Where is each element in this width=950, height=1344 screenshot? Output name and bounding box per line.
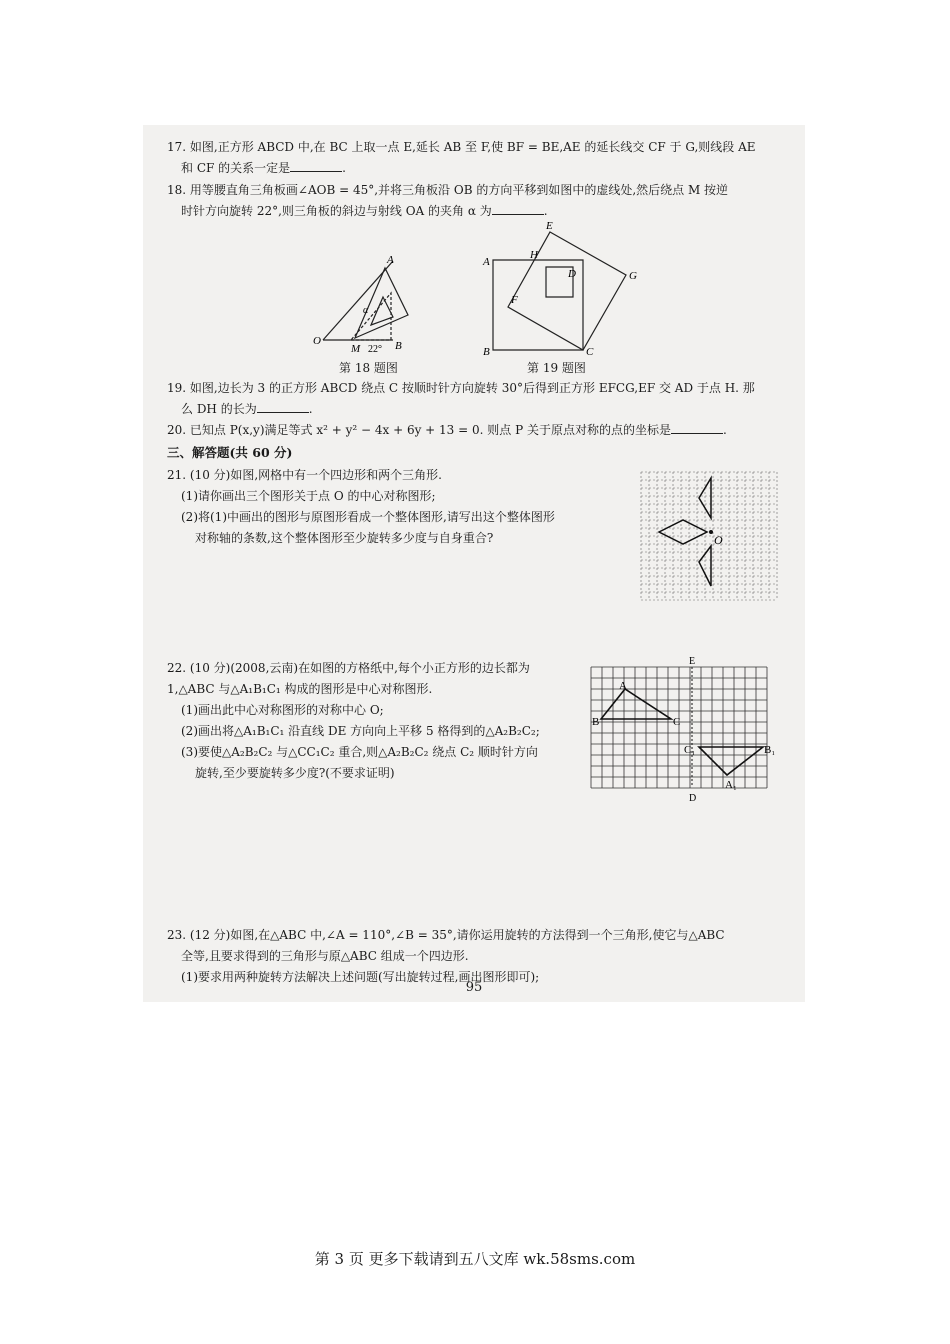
fig18-label-M: M — [351, 343, 361, 353]
q21-line2: (1)请你画出三个图形关于点 O 的中心对称图形; — [181, 489, 436, 503]
q21-line1: 21. (10 分)如图,网格中有一个四边形和两个三角形. — [167, 468, 442, 482]
fig18-label-A: A — [387, 254, 394, 266]
q22-line4: (2)画出将△A₁B₁C₁ 沿直线 DE 方向向上平移 5 格得到的△A₂B₂C₂; — [181, 724, 540, 738]
q23-line2: 全等,且要求得到的三角形与原△ABC 组成一个四边形. — [181, 949, 469, 963]
q22-line1: 22. (10 分)(2008,云南)在如图的方格纸中,每个小正方形的边长都为 — [167, 661, 530, 675]
q17-line2: 和 CF 的关系一定是 — [181, 161, 291, 175]
question-18: 18. 用等腰直角三角板画∠AOB = 45°,并将三角板沿 OB 的方向平移到如图中的虚线处,然后绕点 M 按逆 时针方向旋转 22°,则三角板的斜边与射线 OA 的夹角 α 为 . — [167, 180, 779, 222]
fig19-label-G: G — [629, 270, 637, 282]
q22-line6: 旋转,至少要旋转多少度?(不要求证明) — [195, 766, 395, 780]
fig22-label-B: B — [592, 716, 600, 728]
fig22-label-C: C — [673, 716, 681, 728]
q22-line5: (3)要使△A₂B₂C₂ 与△CC₁C₂ 重合,则△A₂B₂C₂ 绕点 C₂ 顺时针方向 — [181, 745, 538, 759]
fig19-label-B: B — [483, 346, 490, 357]
figure-19 — [478, 217, 638, 357]
q19-line1: 19. 如图,边长为 3 的正方形 ABCD 绕点 C 按顺时针方向旋转 30°后得到正方形 EFCG,EF 交 AD 于点 H. 那 — [167, 381, 755, 395]
page-number: 95 — [465, 980, 483, 995]
fig18-caption: 第 18 题图 — [339, 361, 398, 375]
fig22-label-A1: A₁ — [725, 779, 737, 791]
fig19-label-C: C — [586, 346, 594, 357]
answer-blank-18[interactable] — [492, 202, 544, 215]
q18-line1: 18. 用等腰直角三角板画∠AOB = 45°,并将三角板沿 OB 的方向平移到如图中的虚线处,然后绕点 M 按逆 — [167, 183, 729, 197]
section-title: 三、解答题(共 60 分) — [167, 445, 293, 460]
quadrilateral — [659, 520, 707, 544]
q21-line4: 对称轴的条数,这个整体图形至少旋转多少度与自身重合? — [195, 531, 494, 545]
question-17: 17. 如图,正方形 ABCD 中,在 BC 上取一点 E,延长 AB 至 F,使 BF = BE,AE 的延长线交 CF 于 G,则线段 AE 和 CF 的关系一定是 . — [167, 137, 779, 179]
q23-line3: (1)要求用两种旋转方法解决上述问题(写出旋转过程,画出图形即可); — [181, 970, 540, 984]
question-23 — [167, 925, 779, 988]
q22-line2: 1,△ABC 与△A₁B₁C₁ 构成的图形是中心对称图形. — [167, 682, 433, 696]
q23-line1: 23. (12 分)如图,在△ABC 中,∠A = 110°,∠B = 35°,请你运用旋转的方法得到一个三角形,使它与△ABC — [167, 928, 725, 942]
fig19-label-E: E — [546, 220, 553, 232]
figure-22-grid — [589, 655, 785, 805]
q19-line2: 么 DH 的长为 — [181, 402, 257, 416]
q22-line3: (1)画出此中心对称图形的对称中心 O; — [181, 703, 384, 717]
page-footer: 第 3 页 更多下载请到五八文库 wk.58sms.com — [314, 1250, 636, 1268]
q20-line1: 20. 已知点 P(x,y)满足等式 x² + y² − 4x + 6y + 13 = 0. 则点 P 关于原点对称的点的坐标是 — [167, 423, 671, 437]
scanned-page — [143, 125, 805, 1002]
answer-blank-19[interactable] — [257, 400, 309, 413]
question-22 — [167, 658, 587, 784]
triangle-ABC — [601, 689, 671, 719]
fig19-caption: 第 19 题图 — [527, 361, 586, 375]
fig21-label-O: O — [714, 533, 723, 547]
q18-line2: 时针方向旋转 22°,则三角板的斜边与射线 OA 的夹角 α 为 — [181, 204, 492, 218]
question-21 — [167, 465, 637, 549]
fig18-label-alpha: α — [363, 305, 369, 316]
fig18-label-O: O — [313, 335, 321, 347]
q17-line1: 17. 如图,正方形 ABCD 中,在 BC 上取一点 E,延长 AB 至 F,使 BF = BE,AE 的延长线交 CF 于 G,则线段 AE — [167, 140, 756, 154]
fig22-label-D: D — [689, 793, 697, 804]
figure-21-grid — [639, 470, 779, 606]
fig19-label-D: D — [568, 268, 576, 280]
inner-triangle — [371, 297, 393, 325]
fig22-label-E: E — [689, 656, 696, 667]
fig22-label-A: A — [619, 680, 627, 692]
fig19-label-F: F — [511, 294, 518, 306]
square-EFCG — [508, 232, 626, 350]
fig19-label-H: H — [530, 249, 538, 261]
point-O — [709, 530, 713, 534]
question-19: 19. 如图,边长为 3 的正方形 ABCD 绕点 C 按顺时针方向旋转 30°后得到正方形 EFCG,EF 交 AD 于点 H. 那 么 DH 的长为 . — [167, 378, 779, 420]
question-20: 20. 已知点 P(x,y)满足等式 x² + y² − 4x + 6y + 13 = 0. 则点 P 关于原点对称的点的坐标是 . — [167, 423, 727, 437]
q21-line3: (2)将(1)中画出的图形与原图形看成一个整体图形,请写出这个整体图形 — [181, 510, 555, 524]
rotated-triangle — [355, 268, 408, 338]
fig18-label-angle: 22° — [368, 344, 382, 353]
figure-18 — [313, 253, 423, 353]
answer-blank-20[interactable] — [671, 421, 723, 434]
fig22-label-B1: B₁ — [764, 744, 776, 756]
triangle-A1B1C1 — [699, 747, 763, 775]
fig22-label-C1: C₁ — [684, 744, 696, 756]
fig18-label-B: B — [395, 340, 402, 352]
fig19-label-A: A — [483, 256, 490, 268]
answer-blank-17[interactable] — [290, 159, 342, 172]
